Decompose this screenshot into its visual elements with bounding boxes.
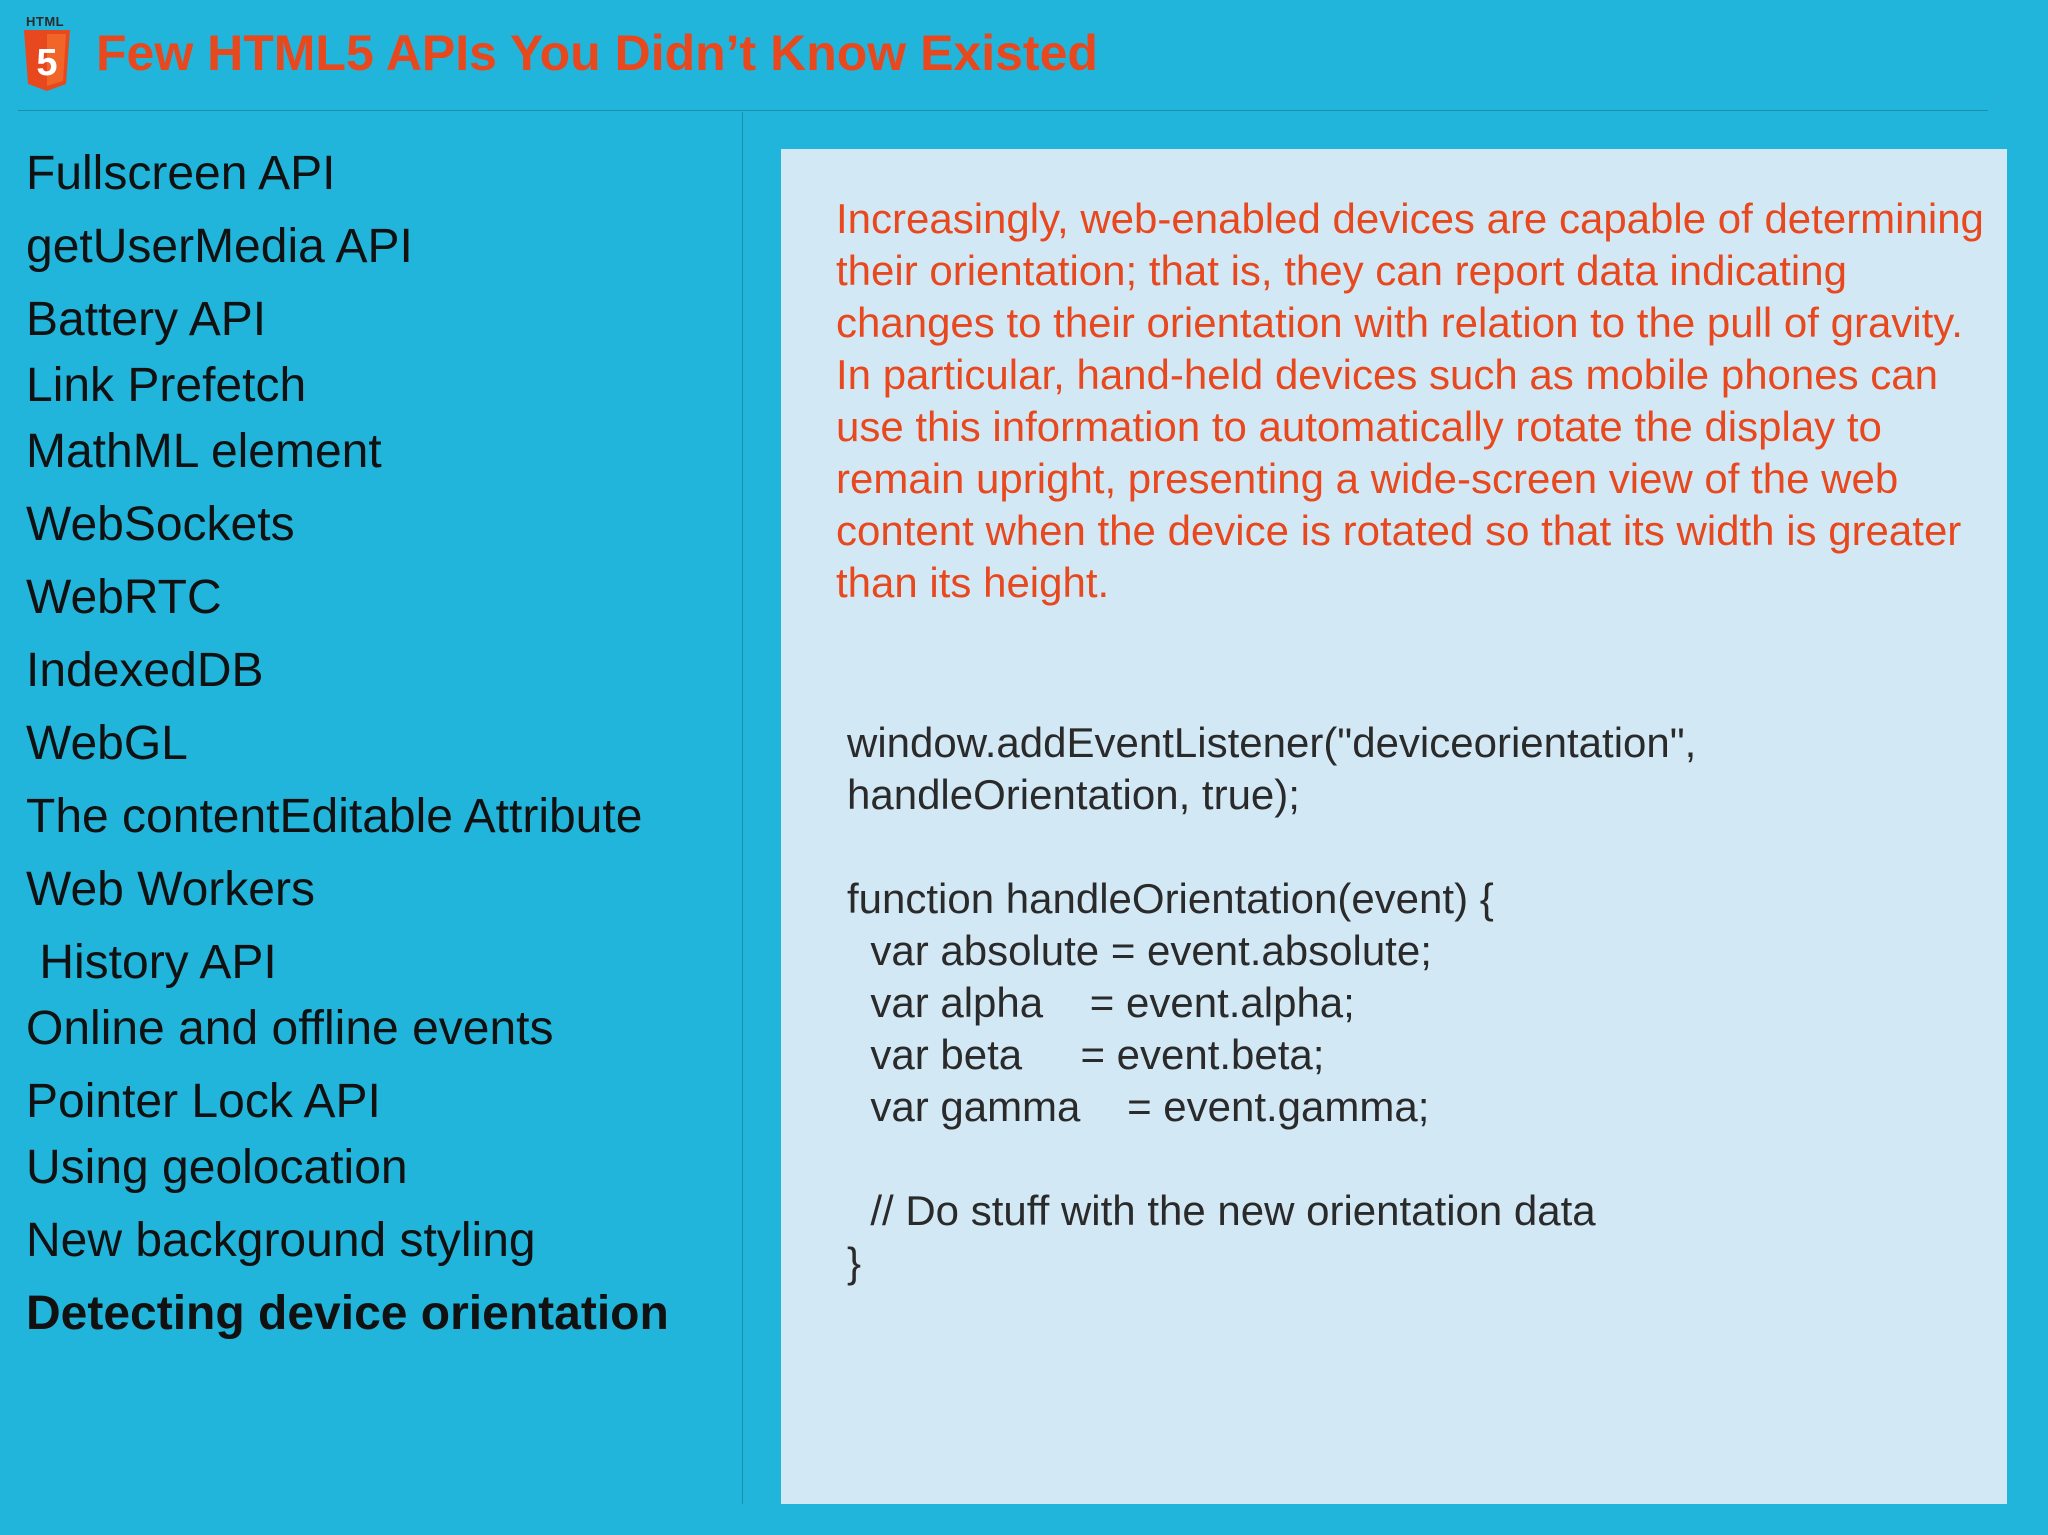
header-divider [18,110,1988,111]
api-list-item[interactable]: Pointer Lock API [26,1075,381,1128]
api-list-item[interactable]: Link Prefetch [26,359,307,412]
api-list-item[interactable]: Web Workers [26,863,315,916]
api-list-item[interactable]: getUserMedia API [26,220,413,273]
api-list-item[interactable]: Using geolocation [26,1141,408,1194]
vertical-divider [742,112,743,1504]
api-list-item[interactable]: WebRTC [26,571,222,624]
html5-logo [22,14,76,92]
page-title: Few HTML5 APIs You Didn’t Know Existed [96,25,1098,81]
html5-shield-icon [22,30,72,92]
api-list-item[interactable]: Fullscreen API [26,147,336,200]
api-list-item[interactable]: WebSockets [26,498,295,551]
logo-digit: 5 [36,42,58,84]
api-list-item-active[interactable]: Detecting device orientation [26,1287,669,1340]
content-panel [781,149,2007,1504]
api-list-item[interactable]: MathML element [26,425,382,478]
description-text: Increasingly, web-enabled devices are capable of determining their orientation; that is, they can report data indicating changes to their orientation with relation to the pull of gravity. In particular, hand-held devices such as mobile phones can use this information to automatically rotate the display to remain upright, presenting a wide-screen view of the web content when the device is rotated so that its width is greater than its height. [836,195,1984,606]
api-list-item[interactable]: History API [26,936,277,989]
api-list-item[interactable]: Battery API [26,293,267,346]
api-list-item[interactable]: IndexedDB [26,644,264,697]
logo-word: HTML [26,14,65,29]
api-list-item[interactable]: Online and offline events [26,1002,554,1055]
header [0,0,2048,112]
api-list-item[interactable]: New background styling [26,1214,536,1267]
code-sample: window.addEventListener("deviceorientation", handleOrientation, true); function handleOrientation(event) { var absolute = event.absolute; var alpha = event.alpha; var beta = event.beta; var gamma = event.gamma; // Do stuff with the new orientation data } [847,719,1697,1286]
api-list [26,147,669,1340]
api-list-item[interactable]: WebGL [26,717,188,770]
api-list-item[interactable]: The contentEditable Attribute [26,790,643,843]
